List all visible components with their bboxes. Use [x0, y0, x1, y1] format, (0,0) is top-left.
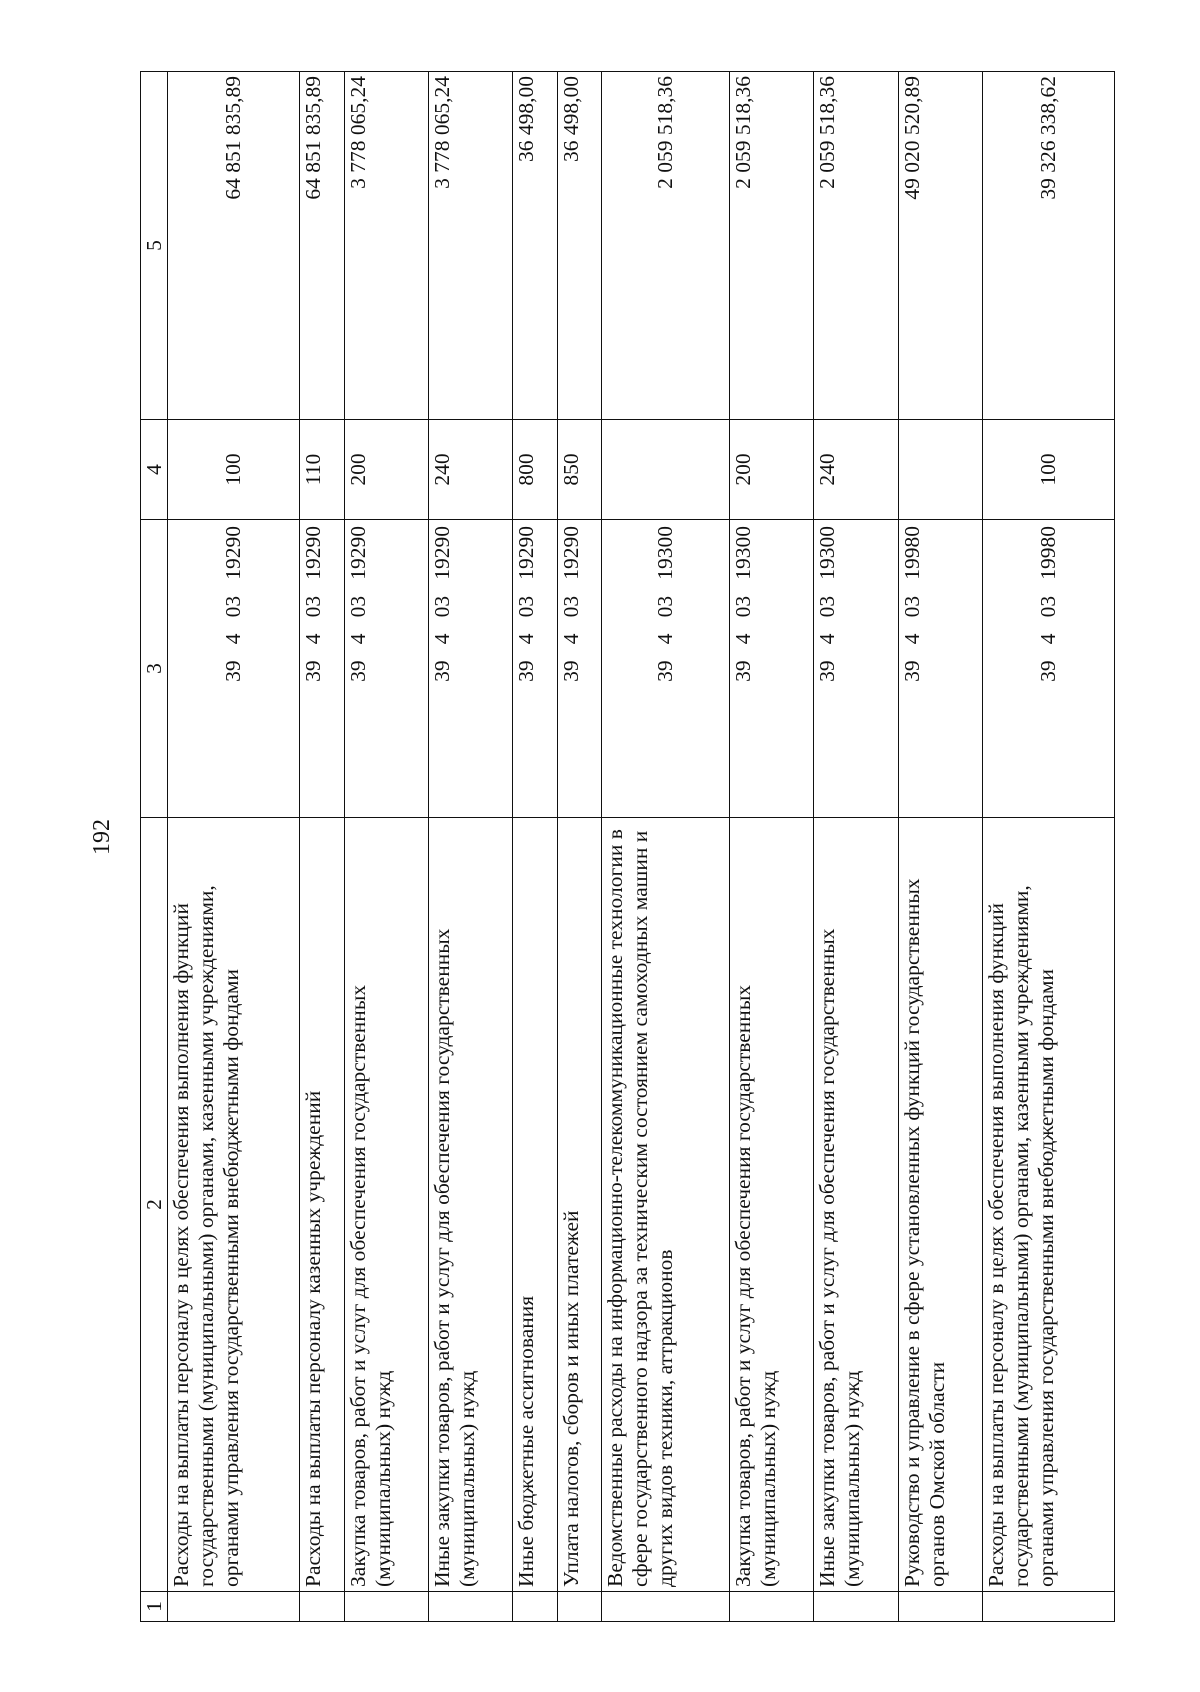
cell-code: 39 4 03 19290 [300, 520, 345, 818]
cell-code: 39 4 03 19300 [602, 520, 730, 818]
cell-type: 240 [814, 420, 898, 520]
cell-col1 [557, 1592, 602, 1622]
column-header-3: 3 [141, 520, 168, 818]
table-row [814, 72, 898, 1622]
cell-description: Закупка товаров, работ и услуг для обеспечения государственных (муниципальных) нужд [730, 818, 814, 1592]
cell-description: Иные закупки товаров, работ и услуг для обеспечения государственных (муниципальных) нужд [428, 818, 512, 1592]
cell-description: Ведомственные расходы на информационно-телекоммуникационные технологии в сфере государственного надзора за техническим состоянием самоходных машин и других видов техники, аттракционов [602, 818, 730, 1592]
cell-amount: 64 851 835,89 [300, 72, 345, 420]
cell-type: 100 [983, 420, 1115, 520]
cell-description: Уплата налогов, сборов и иных платежей [557, 818, 602, 1592]
cell-type: 200 [344, 420, 428, 520]
cell-col1 [168, 1592, 300, 1622]
table-row [513, 72, 558, 1622]
cell-code: 39 4 03 19290 [513, 520, 558, 818]
cell-code: 39 4 03 19290 [344, 520, 428, 818]
table-row [898, 72, 982, 1622]
cell-col1 [428, 1592, 512, 1622]
cell-type [898, 420, 982, 520]
cell-type: 240 [428, 420, 512, 520]
cell-col1 [300, 1592, 345, 1622]
cell-amount: 36 498,00 [513, 72, 558, 420]
table-row [168, 72, 300, 1622]
cell-description: Расходы на выплаты персоналу в целях обеспечения выполнения функций государственными (муниципальными) органами, казенными учреждениями, органами управления государственными внебюджетными фондами [168, 818, 300, 1592]
header-row [141, 72, 168, 1622]
page-number: 192 [89, 819, 115, 855]
cell-type: 850 [557, 420, 602, 520]
cell-amount: 64 851 835,89 [168, 72, 300, 420]
column-header-4: 4 [141, 420, 168, 520]
cell-col1 [814, 1592, 898, 1622]
column-header-5: 5 [141, 72, 168, 420]
budget-table [140, 71, 1115, 1622]
cell-amount: 2 059 518,36 [814, 72, 898, 420]
cell-code: 39 4 03 19290 [557, 520, 602, 818]
cell-col1 [983, 1592, 1115, 1622]
cell-code: 39 4 03 19980 [983, 520, 1115, 818]
column-header-2: 2 [141, 818, 168, 1592]
table-row [602, 72, 730, 1622]
cell-amount: 2 059 518,36 [730, 72, 814, 420]
cell-description: Иные бюджетные ассигнования [513, 818, 558, 1592]
cell-type: 100 [168, 420, 300, 520]
cell-col1 [602, 1592, 730, 1622]
column-header-1: 1 [141, 1592, 168, 1622]
cell-code: 39 4 03 19290 [428, 520, 512, 818]
cell-type: 200 [730, 420, 814, 520]
cell-code: 39 4 03 19300 [730, 520, 814, 818]
table-row [730, 72, 814, 1622]
cell-description: Руководство и управление в сфере установленных функций государственных органов Омской области [898, 818, 982, 1592]
cell-type [602, 420, 730, 520]
table-row [557, 72, 602, 1622]
cell-code: 39 4 03 19300 [814, 520, 898, 818]
cell-description: Расходы на выплаты персоналу в целях обеспечения выполнения функций государственными (муниципальными) органами, казенными учреждениями, органами управления государственными внебюджетными фондами [983, 818, 1115, 1592]
cell-amount: 36 498,00 [557, 72, 602, 420]
cell-col1 [730, 1592, 814, 1622]
cell-description: Закупка товаров, работ и услуг для обеспечения государственных (муниципальных) нужд [344, 818, 428, 1592]
table-row [428, 72, 512, 1622]
cell-type: 110 [300, 420, 345, 520]
cell-amount: 49 020 520,89 [898, 72, 982, 420]
cell-amount: 2 059 518,36 [602, 72, 730, 420]
cell-description: Расходы на выплаты персоналу казенных учреждений [300, 818, 345, 1592]
cell-type: 800 [513, 420, 558, 520]
cell-description: Иные закупки товаров, работ и услуг для обеспечения государственных (муниципальных) нужд [814, 818, 898, 1592]
table-row [344, 72, 428, 1622]
table-row [983, 72, 1115, 1622]
table-row [300, 72, 345, 1622]
rotated-table-wrapper [140, 72, 1115, 1622]
cell-col1 [344, 1592, 428, 1622]
cell-code: 39 4 03 19290 [168, 520, 300, 818]
cell-col1 [513, 1592, 558, 1622]
cell-amount: 39 326 338,62 [983, 72, 1115, 420]
cell-col1 [898, 1592, 982, 1622]
cell-code: 39 4 03 19980 [898, 520, 982, 818]
cell-amount: 3 778 065,24 [344, 72, 428, 420]
cell-amount: 3 778 065,24 [428, 72, 512, 420]
